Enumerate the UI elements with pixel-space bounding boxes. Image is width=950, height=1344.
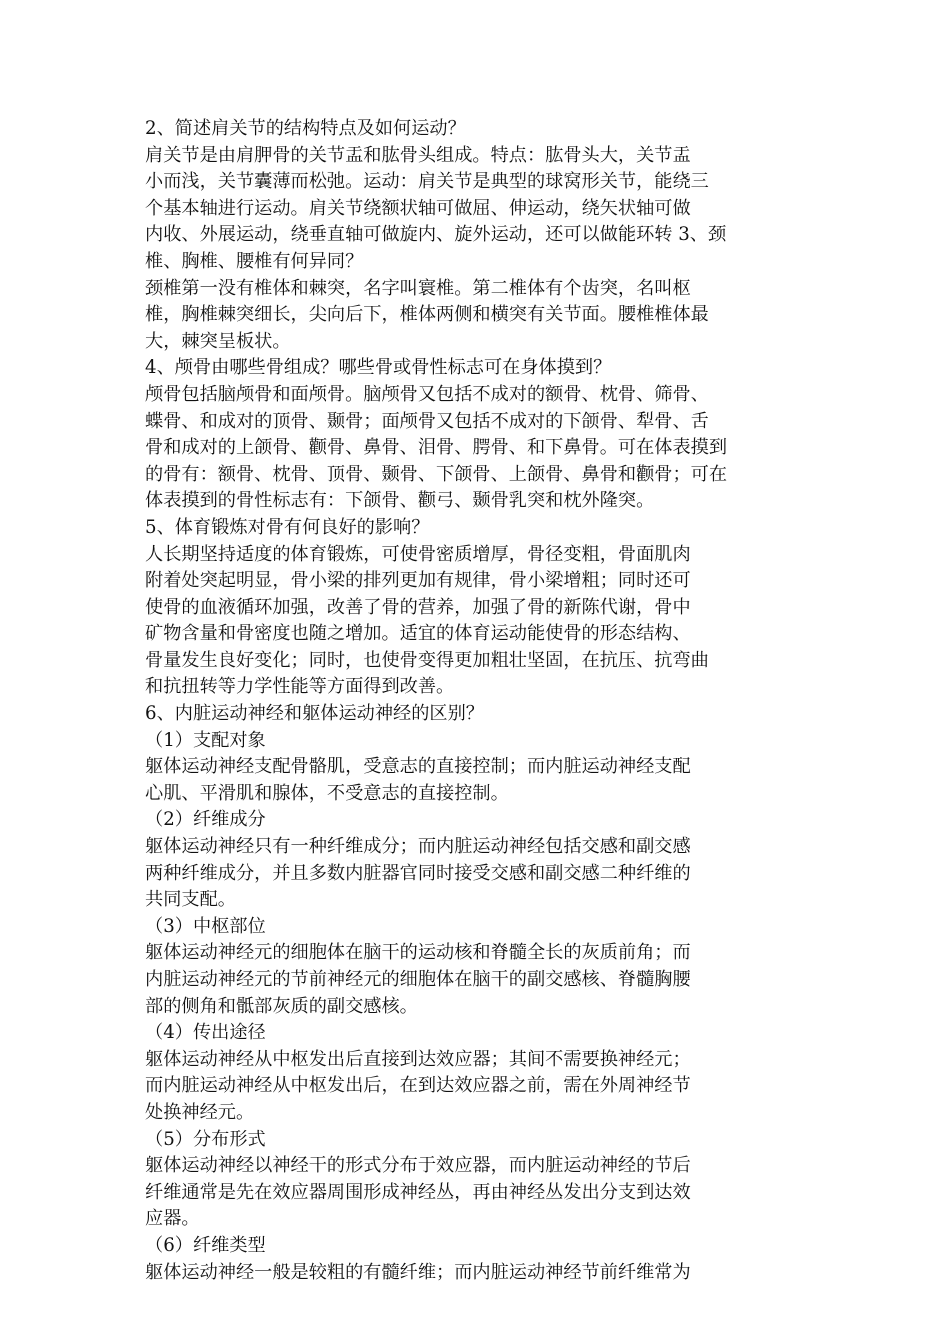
document-page bbox=[145, 116, 810, 1286]
answer-line: 而内脏运动神经从中枢发出后，在到达效应器之前，需在外周神经节 bbox=[145, 1075, 691, 1097]
answer-line: 小而浅，关节囊薄而松弛。运动：肩关节是典型的球窝形关节，能绕三 bbox=[145, 171, 709, 193]
answer-line: 躯体运动神经只有一种纤维成分；而内脏运动神经包括交感和副交感 bbox=[145, 836, 691, 858]
answer-line: 躯体运动神经从中枢发出后直接到达效应器；其间不需要换神经元； bbox=[145, 1048, 691, 1070]
answer-line: 躯体运动神经支配骨骼肌，受意志的直接控制；而内脏运动神经支配 bbox=[145, 756, 691, 778]
subsection-title: （1）支配对象 bbox=[145, 729, 266, 751]
answer-line: 部的侧角和骶部灰质的副交感核。 bbox=[145, 995, 418, 1017]
answer-line: 的骨有：额骨、枕骨、顶骨、颞骨、下颌骨、上颌骨、鼻骨和颧骨；可在 bbox=[145, 463, 728, 485]
answer-line: 躯体运动神经一般是较粗的有髓纤维；而内脏运动神经节前纤维常为 bbox=[145, 1261, 691, 1283]
subsection-title: （2）纤维成分 bbox=[145, 809, 266, 831]
answer-line: 和抗扭转等力学性能等方面得到改善。 bbox=[145, 676, 455, 698]
answer-line: 体表摸到的骨性标志有：下颌骨、颧弓、颞骨乳突和枕外隆突。 bbox=[145, 490, 655, 512]
answer-line: 内脏运动神经元的节前神经元的细胞体在脑干的副交感核、脊髓胸腰 bbox=[145, 969, 691, 990]
answer-line: 椎，胸椎棘突细长，尖向后下，椎体两侧和横突有关节面。腰椎椎体最 bbox=[145, 304, 709, 326]
question-heading: 5、体育锻炼对骨有何良好的影响？ bbox=[145, 516, 430, 538]
answer-line: 矿物含量和骨密度也随之增加。适宜的体育运动能使骨的形态结构、 bbox=[145, 623, 691, 645]
answer-line: 椎、胸椎、腰椎有何异同？ bbox=[145, 250, 364, 272]
subsection-title: （3）中枢部位 bbox=[145, 915, 266, 937]
subsection-title: （6）纤维类型 bbox=[145, 1234, 266, 1256]
answer-line: 附着处突起明显，骨小梁的排列更加有规律，骨小梁增粗；同时还可 bbox=[145, 570, 691, 592]
answer-line: 骨和成对的上颌骨、颧骨、鼻骨、泪骨、腭骨、和下鼻骨。可在体表摸到 bbox=[145, 437, 728, 459]
answer-line: 颈椎第一没有椎体和棘突，名字叫寰椎。第二椎体有个齿突，名叫枢 bbox=[145, 277, 691, 299]
answer-line: 肩关节是由肩胛骨的关节盂和肱骨头组成。特点：肱骨头大，关节盂 bbox=[145, 144, 691, 166]
answer-line: 躯体运动神经以神经干的形式分布于效应器，而内脏运动神经的节后 bbox=[145, 1155, 691, 1177]
question-heading: 6、内脏运动神经和躯体运动神经的区别？ bbox=[145, 703, 484, 725]
answer-line: 颅骨包括脑颅骨和面颅骨。脑颅骨又包括不成对的额骨、枕骨、筛骨、 bbox=[145, 383, 709, 405]
subsection-title: （5）分布形式 bbox=[145, 1128, 266, 1150]
answer-line: 个基本轴进行运动。肩关节绕额状轴可做屈、伸运动，绕矢状轴可做 bbox=[145, 197, 691, 219]
answer-line: 蝶骨、和成对的顶骨、颞骨；面颅骨又包括不成对的下颌骨、犁骨、舌 bbox=[145, 410, 709, 432]
answer-line: 纤维通常是先在效应器周围形成神经丛，再由神经丛发出分支到达效 bbox=[145, 1181, 691, 1203]
answer-line: 共同支配。 bbox=[145, 889, 236, 911]
answer-line: 骨量发生良好变化；同时，也使骨变得更加粗壮坚固，在抗压、抗弯曲 bbox=[145, 649, 709, 671]
answer-line: 使骨的血液循环加强，改善了骨的营养，加强了骨的新陈代谢，骨中 bbox=[145, 596, 691, 618]
question-heading: 4、颅骨由哪些骨组成？哪些骨或骨性标志可在身体摸到？ bbox=[145, 357, 612, 379]
answer-line: 躯体运动神经元的细胞体在脑干的运动核和脊髓全长的灰质前角；而 bbox=[145, 942, 691, 964]
subsection-title: （4）传出途径 bbox=[145, 1022, 266, 1044]
answer-line: 大，棘突呈板状。 bbox=[145, 330, 291, 352]
answer-line: 处换神经元。 bbox=[145, 1101, 255, 1123]
answer-line: 心肌、平滑肌和腺体，不受意志的直接控制。 bbox=[145, 782, 509, 804]
answer-line: 两种纤维成分，并且多数内脏器官同时接受交感和副交感二种纤维的 bbox=[145, 862, 691, 884]
answer-line: 应器。 bbox=[145, 1208, 200, 1230]
answer-line: 内收、外展运动，绕垂直轴可做旋内、旋外运动，还可以做能环转 3、颈 bbox=[145, 224, 727, 246]
question-heading: 2、简述肩关节的结构特点及如何运动？ bbox=[145, 118, 466, 139]
answer-line: 人长期坚持适度的体育锻炼，可使骨密质增厚，骨径变粗，骨面肌肉 bbox=[145, 543, 691, 565]
